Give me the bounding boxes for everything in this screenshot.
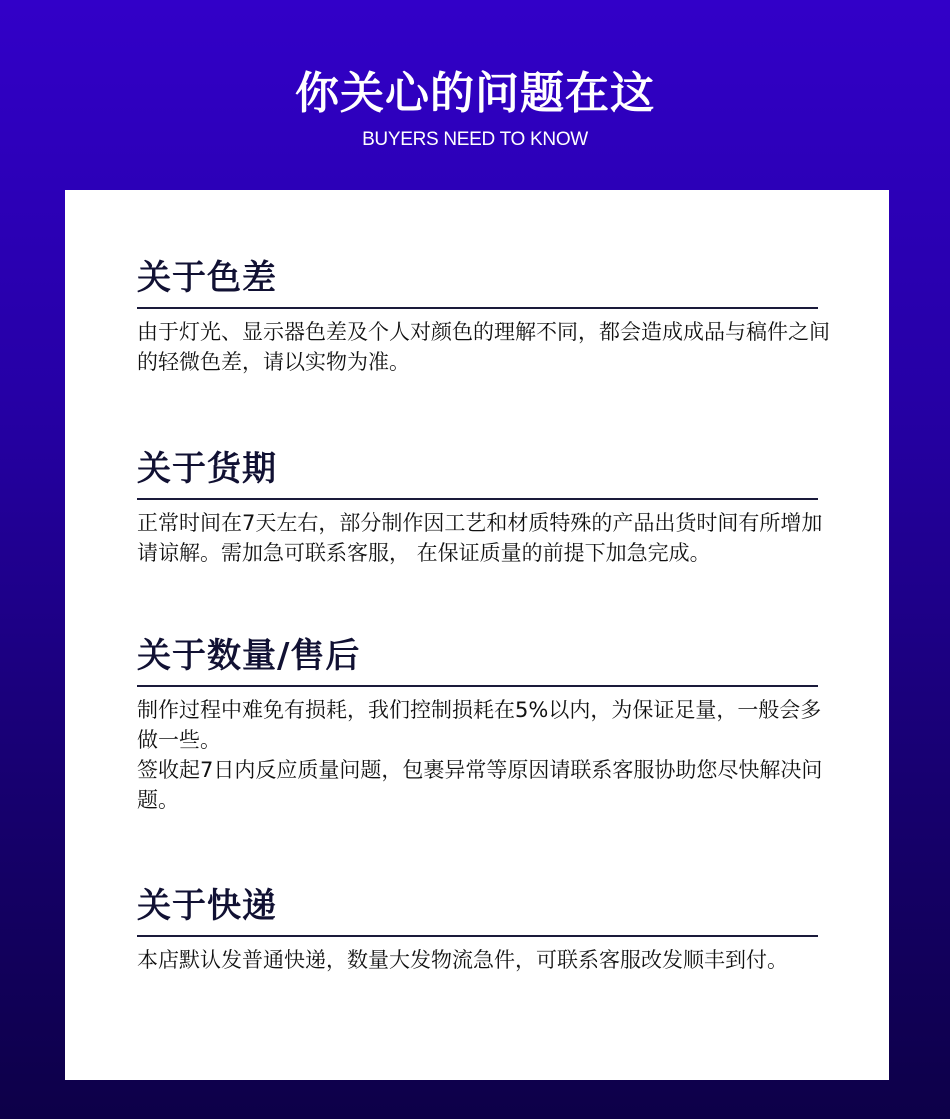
faq-section-shipping xyxy=(137,883,819,975)
section-title: 关于货期 xyxy=(137,449,277,489)
section-paragraph: 本店默认发普通快递，数量大发物流急件，可联系客服改发顺丰到付。 xyxy=(137,948,788,972)
section-title: 关于快递 xyxy=(137,886,277,926)
section-body xyxy=(137,945,837,975)
section-title: 关于数量/售后 xyxy=(137,636,361,676)
section-body xyxy=(137,317,837,377)
faq-section-color-difference xyxy=(137,255,830,377)
section-body xyxy=(137,508,837,568)
section-paragraph: 制作过程中难免有损耗，我们控制损耗在5%以内，为保证足量，一般会多做一些。 xyxy=(137,698,822,752)
section-body xyxy=(137,695,837,815)
faq-section-delivery-time xyxy=(137,446,823,568)
page-header xyxy=(0,62,950,152)
section-paragraph: 签收起7日内反应质量问题，包裹异常等原因请联系客服协助您尽快解决问题。 xyxy=(137,758,823,812)
section-title: 关于色差 xyxy=(137,258,277,298)
faq-card xyxy=(65,190,889,1080)
page-title: 你关心的问题在这 xyxy=(295,68,655,119)
section-divider xyxy=(137,685,818,687)
page-subtitle: BUYERS NEED TO KNOW xyxy=(362,129,588,150)
section-divider xyxy=(137,307,818,309)
section-paragraph: 由于灯光、显示器色差及个人对颜色的理解不同，都会造成成品与稿件之间的轻微色差，请以实物为准。 xyxy=(137,320,830,374)
faq-section-quantity-after-sales xyxy=(137,633,823,815)
section-divider xyxy=(137,498,818,500)
section-paragraph: 正常时间在7天左右，部分制作因工艺和材质特殊的产品出货时间有所增加请谅解。需加急可联系客服， 在保证质量的前提下加急完成。 xyxy=(137,511,823,565)
section-divider xyxy=(137,935,818,937)
